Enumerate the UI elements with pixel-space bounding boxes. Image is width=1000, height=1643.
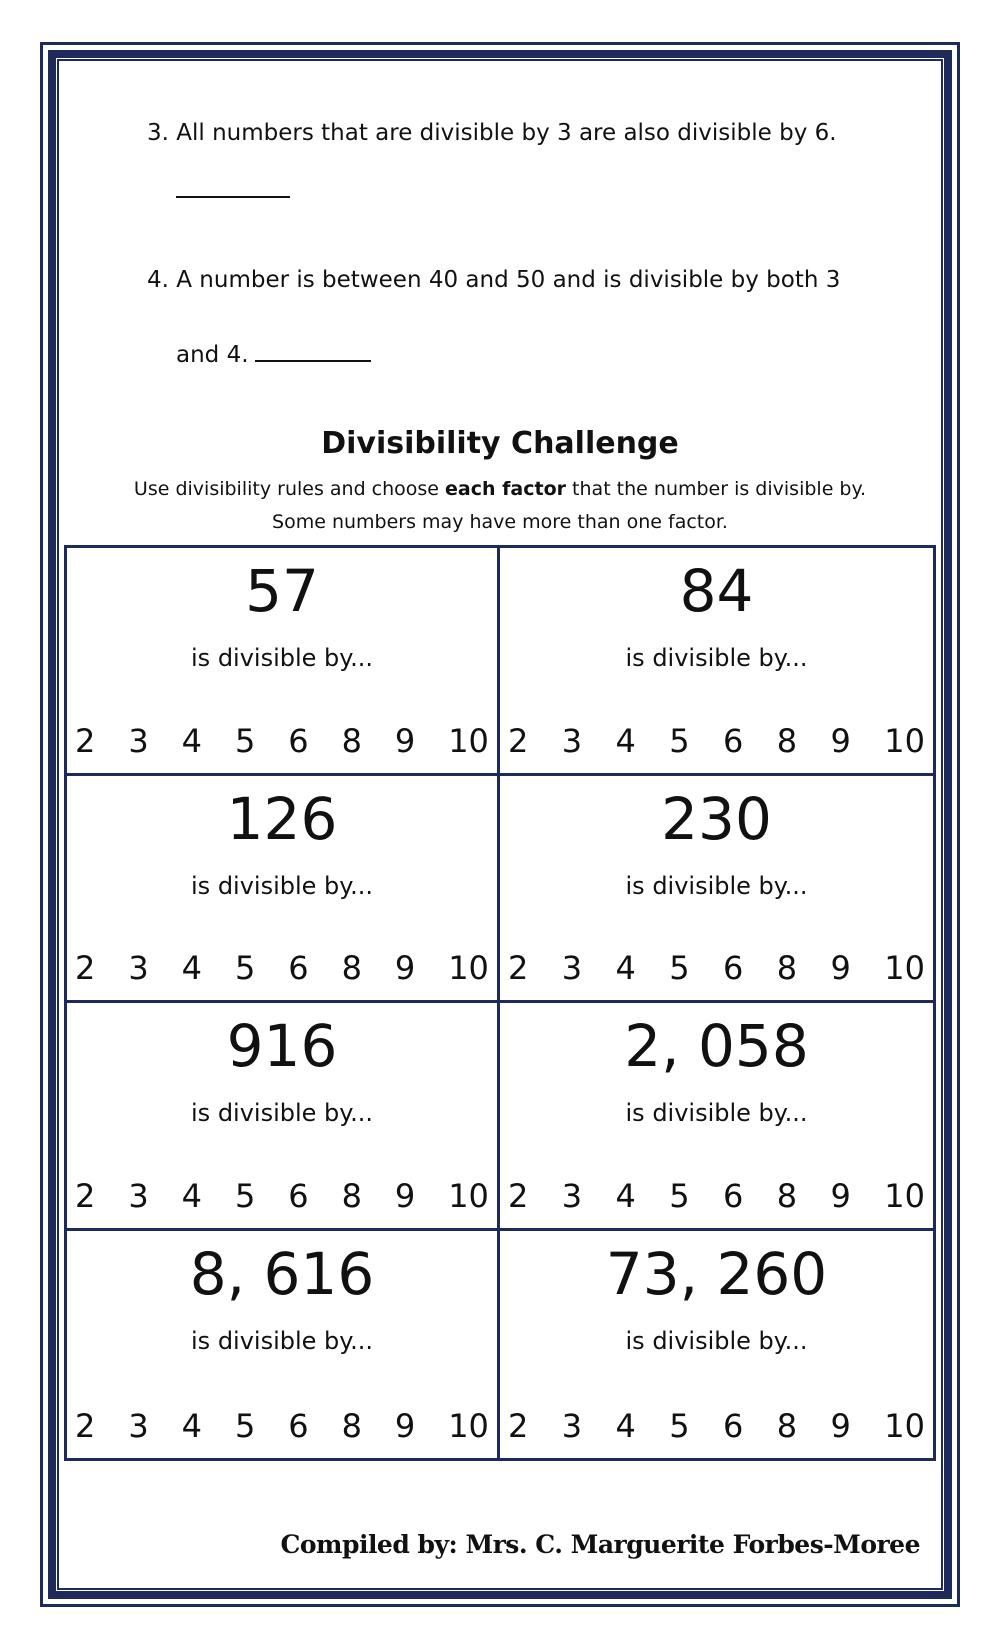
factor-option[interactable]: 3	[128, 721, 149, 760]
factor-option[interactable]: 10	[884, 1176, 925, 1215]
factor-option[interactable]: 8	[341, 1407, 362, 1445]
factor-option[interactable]: 6	[288, 1407, 309, 1445]
factor-option[interactable]: 8	[776, 949, 798, 987]
factor-option[interactable]: 2	[75, 1176, 96, 1215]
factor-option[interactable]: 4	[181, 721, 202, 760]
factor-option[interactable]: 10	[884, 949, 925, 987]
factor-option[interactable]: 8	[341, 949, 362, 987]
factor-option[interactable]: 6	[723, 1407, 744, 1445]
factor-option[interactable]: 9	[830, 721, 851, 760]
challenge-number: 84	[679, 557, 754, 625]
factor-option[interactable]: 3	[561, 721, 583, 760]
factor-option[interactable]: 9	[830, 1176, 851, 1215]
factor-option[interactable]: 10	[448, 1176, 489, 1215]
factor-options	[73, 1178, 491, 1214]
instruction-line2: Some numbers may have more than one factor.	[272, 511, 728, 533]
factor-option[interactable]: 4	[615, 721, 636, 760]
challenge-subtitle: is divisible by...	[625, 644, 808, 672]
factor-options	[506, 1178, 927, 1214]
factor-option[interactable]: 6	[288, 1176, 309, 1215]
factor-option[interactable]: 8	[776, 721, 798, 760]
factor-option[interactable]: 10	[448, 721, 489, 760]
compiled-by-credit: Compiled by: Mrs. C. Marguerite Forbes-Moree	[280, 1530, 920, 1559]
answer-blank-4[interactable]	[255, 338, 371, 362]
factor-option[interactable]: 2	[508, 1176, 529, 1215]
factor-option[interactable]: 5	[669, 1176, 690, 1215]
factor-option[interactable]: 3	[128, 1176, 149, 1215]
challenge-title: Divisibility Challenge	[321, 426, 679, 461]
challenge-number: 2, 058	[624, 1012, 809, 1080]
challenge-number: 916	[226, 1012, 338, 1080]
challenge-cell	[67, 1231, 500, 1459]
factor-option[interactable]: 4	[615, 1407, 636, 1445]
challenge-number: 8, 616	[189, 1239, 375, 1308]
challenge-subtitle: is divisible by...	[191, 1099, 373, 1127]
factor-option[interactable]: 4	[181, 1176, 202, 1215]
factor-options	[73, 723, 491, 759]
factor-options	[506, 950, 927, 986]
challenge-subtitle: is divisible by...	[191, 1326, 373, 1355]
instruction-pre: Use divisibility rules and choose	[133, 478, 446, 500]
factor-option[interactable]: 3	[128, 949, 149, 987]
factor-options	[506, 723, 927, 759]
factor-option[interactable]: 4	[181, 949, 202, 987]
factor-option[interactable]: 9	[394, 721, 416, 760]
challenge-subtitle: is divisible by...	[625, 1326, 808, 1355]
factor-option[interactable]: 3	[561, 949, 583, 987]
factor-option[interactable]: 6	[723, 1176, 744, 1215]
challenge-cell	[67, 548, 500, 776]
factor-option[interactable]: 5	[669, 949, 690, 987]
factor-option[interactable]: 9	[394, 1407, 416, 1445]
factor-option[interactable]: 3	[561, 1176, 583, 1215]
challenge-subtitle: is divisible by...	[191, 644, 373, 672]
factor-option[interactable]: 2	[75, 1407, 96, 1445]
challenge-cell	[500, 1231, 933, 1459]
answer-blank-3[interactable]	[176, 196, 290, 198]
factor-option[interactable]: 8	[776, 1407, 798, 1445]
challenge-cell	[500, 1003, 933, 1231]
factor-option[interactable]: 6	[723, 949, 744, 987]
factor-option[interactable]: 5	[234, 949, 256, 987]
factor-option[interactable]: 8	[341, 1176, 362, 1215]
factor-option[interactable]: 10	[448, 1407, 489, 1445]
challenge-number: 73, 260	[605, 1239, 828, 1308]
factor-option[interactable]: 2	[75, 721, 96, 760]
factor-option[interactable]: 4	[615, 1176, 636, 1215]
question-4-line1: 4. A number is between 40 and 50 and is divisible by both 3	[147, 267, 841, 293]
factor-option[interactable]: 9	[394, 949, 416, 987]
factor-option[interactable]: 5	[669, 1407, 690, 1445]
factor-option[interactable]: 6	[288, 949, 309, 987]
factor-option[interactable]: 10	[884, 1407, 925, 1445]
instruction-bold: each factor	[445, 478, 567, 500]
challenge-cell	[500, 776, 933, 1004]
challenge-subtitle: is divisible by...	[191, 871, 373, 900]
challenge-cell	[500, 548, 933, 776]
challenge-number: 230	[661, 784, 772, 853]
factor-option[interactable]: 9	[394, 1176, 416, 1215]
factor-options	[73, 1408, 491, 1444]
challenge-number: 126	[226, 784, 338, 853]
factor-option[interactable]: 4	[615, 949, 636, 987]
factor-option[interactable]: 3	[128, 1407, 149, 1445]
factor-option[interactable]: 10	[884, 721, 925, 760]
factor-option[interactable]: 8	[341, 721, 362, 760]
factor-options	[506, 1408, 927, 1444]
factor-option[interactable]: 2	[508, 721, 529, 760]
challenge-subtitle: is divisible by...	[625, 1099, 808, 1127]
factor-option[interactable]: 4	[181, 1407, 202, 1445]
challenge-subtitle: is divisible by...	[625, 871, 808, 900]
factor-option[interactable]: 5	[234, 1407, 256, 1445]
factor-option[interactable]: 2	[75, 949, 96, 987]
question-4-line2	[176, 338, 371, 370]
factor-options	[73, 950, 491, 986]
challenge-grid	[64, 545, 936, 1461]
factor-option[interactable]: 5	[234, 1176, 256, 1215]
factor-option[interactable]: 5	[234, 721, 256, 760]
factor-option[interactable]: 6	[723, 721, 744, 760]
factor-option[interactable]: 5	[669, 721, 690, 760]
factor-option[interactable]: 3	[561, 1407, 583, 1445]
question-4-text: and 4.	[176, 342, 249, 368]
factor-option[interactable]: 2	[508, 949, 529, 987]
factor-option[interactable]: 9	[830, 949, 851, 987]
factor-option[interactable]: 6	[288, 721, 309, 760]
factor-option[interactable]: 8	[776, 1176, 798, 1215]
question-3: 3. All numbers that are divisible by 3 are also divisible by 6.	[147, 120, 837, 146]
instruction-line1	[0, 478, 1000, 500]
challenge-number: 57	[245, 557, 319, 625]
challenge-cell	[67, 1003, 500, 1231]
instruction-post: that the number is divisible by.	[566, 478, 867, 500]
challenge-cell	[67, 776, 500, 1004]
factor-option[interactable]: 9	[830, 1407, 851, 1445]
factor-option[interactable]: 10	[448, 949, 489, 987]
factor-option[interactable]: 2	[508, 1407, 529, 1445]
